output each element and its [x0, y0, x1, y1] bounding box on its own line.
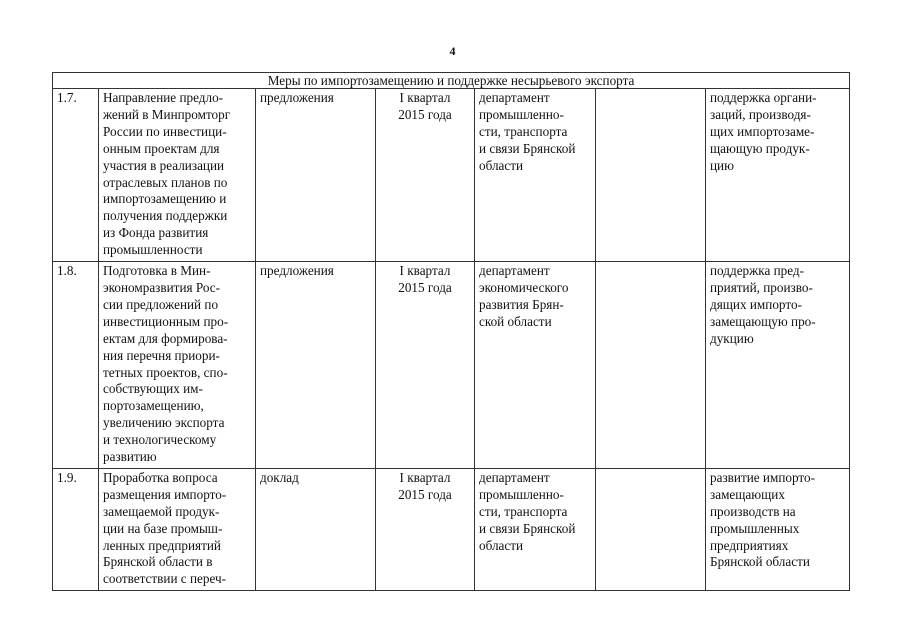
- empty-cell: [596, 89, 706, 262]
- expected-result: поддержка пред- приятий, произво- дящих импорто- замещающую про- дукцию: [706, 262, 850, 469]
- measures-table: [52, 72, 850, 591]
- measure-name: Подготовка в Мин- экономразвития Рос- сии предложений по инвестиционным про- ектам для формирова- ния перечня приори- тетных проектов, спо- собствующих им- портозамещению, увеличению экспорта и технологическому развитию: [99, 262, 256, 469]
- row-number: 1.7.: [53, 89, 99, 262]
- measure-name: Проработка вопроса размещения импорто- замещаемой продук- ции на базе промыш- ленных предприятий Брянской области в соответствии с переч-: [99, 468, 256, 590]
- executor: департамент промышленно- сти, транспорта и связи Брянской области: [475, 468, 596, 590]
- executor: департамент промышленно- сти, транспорта и связи Брянской области: [475, 89, 596, 262]
- deadline: I квартал 2015 года: [376, 468, 475, 590]
- empty-cell: [596, 468, 706, 590]
- page-number: 4: [449, 44, 456, 58]
- row-number: 1.8.: [53, 262, 99, 469]
- expected-result: поддержка органи- заций, производя- щих импортозаме- щающую продук- цию: [706, 89, 850, 262]
- deadline: I квартал 2015 года: [376, 262, 475, 469]
- result-form: предложения: [256, 262, 376, 469]
- deadline: I квартал 2015 года: [376, 89, 475, 262]
- result-form: доклад: [256, 468, 376, 590]
- section-title: Меры по импортозамещению и поддержке несырьевого экспорта: [53, 73, 850, 89]
- table-row: [53, 468, 850, 590]
- expected-result: развитие импорто- замещающих производств на промышленных предприятиях Брянской области: [706, 468, 850, 590]
- section-header-row: [53, 73, 850, 89]
- row-number: 1.9.: [53, 468, 99, 590]
- empty-cell: [596, 262, 706, 469]
- executor: департамент экономического развития Брян- ской области: [475, 262, 596, 469]
- result-form: предложения: [256, 89, 376, 262]
- measure-name: Направление предло- жений в Минпромторг России по инвестици- онным проектам для участия в реализации отраслевых планов по импортозамещению и получения поддержки из Фонда развития промышленности: [99, 89, 256, 262]
- table-row: [53, 89, 850, 262]
- table-row: [53, 262, 850, 469]
